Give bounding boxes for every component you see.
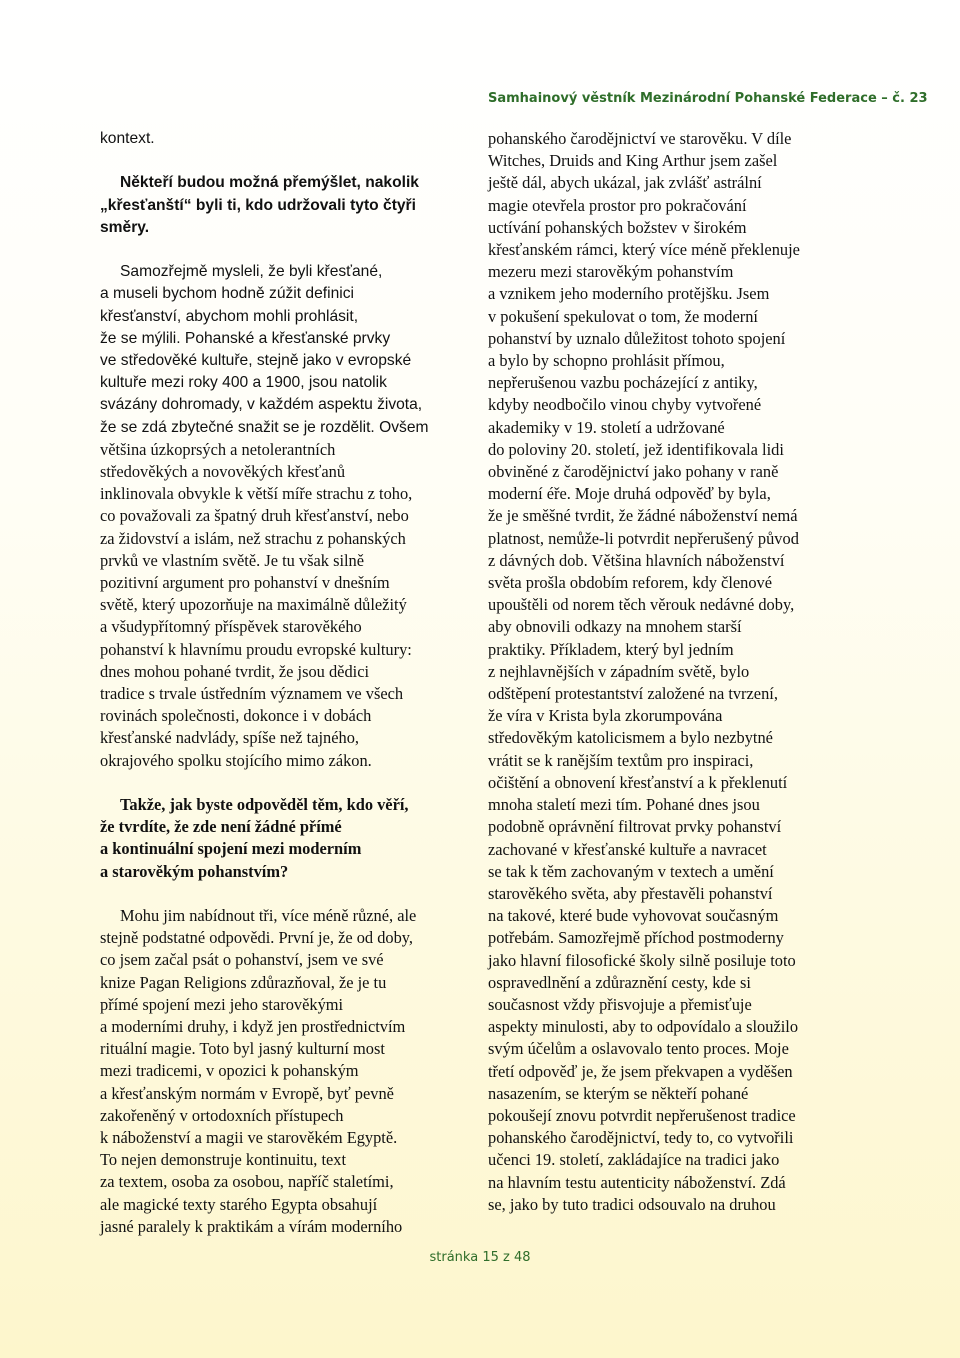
text-line: vrátit se k ranějším textům pro inspiraci, xyxy=(488,750,754,770)
text-line: starověkého světa, aby přestavěli pohanství xyxy=(488,883,773,903)
text-line: že se zdá zbytečné snažit se je rozdělit. Ovšem xyxy=(100,418,429,436)
text-line: pozitivní argument pro pohanství v dnešním xyxy=(100,573,390,593)
text-line: křesťanském rámci, který více méně překlenuje xyxy=(488,240,800,260)
text-line: směry. xyxy=(100,218,150,236)
text-line: jako hlavní filosofické školy silně posiluje toto xyxy=(488,950,796,970)
text-line: svázány dohromady, v každém aspektu života, xyxy=(100,396,423,414)
text-line: světě, který upozorňuje na maximálně důležitý xyxy=(100,595,407,615)
text-line: se, jako by tuto tradici odsouvalo na druhou xyxy=(488,1194,776,1214)
text-line: že tvrdíte, že zde není žádné přímé xyxy=(100,817,342,837)
text-line: středověkým katolicismem a bylo nezbytné xyxy=(488,728,773,748)
text-line: pohanství k hlavnímu proudu evropské kultury: xyxy=(100,639,412,659)
text-line: uctívání pohanských božstev v širokém xyxy=(488,217,747,237)
right-column xyxy=(488,128,863,1216)
text-line: křesťanské nadvlády, spíše než tajného, xyxy=(100,728,360,748)
text-line: aby obnovili odkazy na mnohem starší xyxy=(488,617,742,637)
text-line: k náboženství a magii ve starověkém Egyptě. xyxy=(100,1128,398,1148)
text-line: a všudypřítomný příspěvek starověkého xyxy=(100,617,362,637)
text-line: pohanství by uznalo důležitost tohoto spojení xyxy=(488,328,786,348)
text-line: a kontinuální spojení mezi moderním xyxy=(100,839,362,859)
text-line: zakořeněný v ortodoxních přístupech xyxy=(100,1105,344,1125)
text-line: pokoušejí znovu potvrdit nepřerušenost tradice xyxy=(488,1105,796,1125)
text-line: a vznikem jeho moderního protějšku. Jsem xyxy=(488,284,770,304)
text-line: stejně podstatné odpovědi. První je, že od doby, xyxy=(100,928,414,948)
text-line: že víra v Krista byla zkorumpována xyxy=(488,706,723,726)
text-line: co považovali za špatný druh křesťanství, nebo xyxy=(100,506,409,526)
page-number: stránka 15 z 48 xyxy=(429,1250,531,1265)
paragraph-gap xyxy=(100,150,475,172)
text-line: křesťanství, abychom mohli prohlásit, xyxy=(100,307,359,325)
text-line: mezeru mezi starověkým pohanstvím xyxy=(488,262,734,282)
text-line: a křesťanským normám v Evropě, byť pevně xyxy=(100,1083,394,1103)
text-line: z dávných dob. Většina hlavních náboženství xyxy=(488,550,785,570)
paragraph-gap xyxy=(100,239,475,261)
text-line: současnost vždy přisvojuje a přemisťuje xyxy=(488,994,752,1014)
text-line: za židovství a islám, než strachu z pohanských xyxy=(100,528,406,548)
text-line: do poloviny 20. století, jež identifikovala lidi xyxy=(488,439,784,459)
paragraph-gap xyxy=(100,883,475,905)
text-line: z nejhlavnějších v západním světě, bylo xyxy=(488,661,750,681)
text-line: prvků ve vlastním světě. Je tu však silně xyxy=(100,550,365,570)
text-line: zachované v křesťanské kultuře a navracet xyxy=(488,839,767,859)
text-line: mezi tradicemi, v opozici k pohanským xyxy=(100,1061,359,1081)
text-line: v pokušení spekulovat o tom, že moderní xyxy=(488,306,758,326)
text-line: kdyby neodbočilo vinou chyby vytvořené xyxy=(488,395,762,415)
running-header: Samhainový věstník Mezinárodní Pohanské Federace – č. 23 xyxy=(488,91,928,106)
text-line: aspekty minulosti, aby to odpovídalo a sloužilo xyxy=(488,1017,799,1037)
text-line: že je směšné tvrdit, že žádné náboženství nemá xyxy=(488,506,798,526)
text-line: nepřerušenou vazbu pocházející z antiky, xyxy=(488,373,758,393)
text-line: za textem, osoba za osobou, napříč staletími, xyxy=(100,1172,394,1192)
text-line: a bylo by schopno prohlásit přímou, xyxy=(488,351,725,371)
text-line: třetí odpověď je, že jsem překvapen a vyděšen xyxy=(488,1061,793,1081)
text-line: na takové, které bude vyhovovat současným xyxy=(488,906,779,926)
text-line: knize Pagan Religions zdůrazňoval, že je tu xyxy=(100,972,387,992)
text-line: a museli bychom hodně zúžit definici xyxy=(100,285,354,303)
text-line: moderní éře. Moje druhá odpověď by byla, xyxy=(488,484,771,504)
text-line: a moderními druhy, i když jen prostřednictvím xyxy=(100,1017,406,1037)
text-line: To nejen demonstruje kontinuitu, text xyxy=(100,1150,347,1170)
text-line: praktiky. Příkladem, který byl jedním xyxy=(488,639,734,659)
text-line: kontext. xyxy=(100,130,155,147)
text-line: že se mýlili. Pohanské a křesťanské prvky xyxy=(100,329,391,347)
text-line: ospravedlnění a zdůraznění cesty, kde si xyxy=(488,972,751,992)
text-line: učenci 19. století, zakládajíce na tradici jako xyxy=(488,1150,780,1170)
text-line: se tak k těm zachovaným v textech a umění xyxy=(488,861,774,881)
text-line: platnost, nemůže-li potvrdit nepřerušený původ xyxy=(488,528,799,548)
text-line: středověkých a novověkých křesťanů xyxy=(100,462,346,482)
text-line: světa prošla obdobím reforem, kdy členové xyxy=(488,573,773,593)
text-line: rovinách společnosti, dokonce i v dobách xyxy=(100,706,372,726)
text-line: na hlavním testu autenticity náboženství. Zdá xyxy=(488,1172,786,1192)
text-line: Samozřejmě mysleli, že byli křesťané, xyxy=(120,263,383,281)
text-line: většina úzkoprsých a netolerantních xyxy=(100,439,336,459)
text-line: a starověkým pohanstvím? xyxy=(100,861,289,881)
text-line: „křesťanští“ byli ti, kdo udržovali tyto čtyři xyxy=(100,196,416,214)
paragraph-gap xyxy=(100,772,475,794)
text-line: Někteří budou možná přemýšlet, nakolik xyxy=(120,174,419,192)
text-line: Mohu jim nabídnout tři, více méně různé, ale xyxy=(120,906,417,926)
text-line: přímé spojení mezi jeho starověkými xyxy=(100,994,344,1014)
text-line: dnes mohou pohané tvrdit, že jsou dědici xyxy=(100,661,370,681)
text-line: jasné paralely k praktikám a vírám moderního xyxy=(100,1216,403,1236)
text-line: podobně oprávnění filtrovat prvky pohanství xyxy=(488,817,782,837)
text-line: svým účelům a oslavovalo tento proces. Moje xyxy=(488,1039,789,1059)
text-line: potřebám. Samozřejmě příchod postmoderny xyxy=(488,928,784,948)
text-line: ale magické texty starého Egypta obsahují xyxy=(100,1194,378,1214)
text-line: tradice s trvale ústředním významem ve všech xyxy=(100,684,404,704)
text-line: pohanského čarodějnictví, tedy to, co vytvořili xyxy=(488,1128,794,1148)
text-line: nasazením, se kterým se někteří pohané xyxy=(488,1083,749,1103)
text-line: inklinovala obvykle k větší míře strachu z toho, xyxy=(100,484,413,504)
text-line: očištění a obnovení křesťanství a k překlenutí xyxy=(488,772,788,792)
text-line: upouštěli od norem těch věrouk nedávné doby, xyxy=(488,595,795,615)
text-line: Witches, Druids and King Arthur jsem zašel xyxy=(488,151,778,171)
text-line: akademiky v 19. století a udržované xyxy=(488,417,725,437)
text-line: ještě dál, abych ukázal, jak zvlášť astrální xyxy=(488,173,762,193)
text-line: odštěpení protestantství založené na tvrzení, xyxy=(488,684,778,704)
text-line: co jsem začal psát o pohanství, jsem ve své xyxy=(100,950,384,970)
text-line: Takže, jak byste odpověděl těm, kdo věří, xyxy=(120,795,409,815)
text-line: obviněné z čarodějnictví jako pohany v raně xyxy=(488,462,779,482)
text-line: kultuře mezi roky 400 a 1900, jsou natolik xyxy=(100,374,387,392)
text-line: ve středověké kultuře, stejně jako v evropské xyxy=(100,352,412,369)
text-line: mnoha staletí mezi tím. Pohané dnes jsou xyxy=(488,795,760,815)
text-line: okrajového spolku stojícího mimo zákon. xyxy=(100,750,372,770)
text-line: magie otevřela prostor pro pokračování xyxy=(488,195,747,215)
text-line: rituální magie. Toto byl jasný kulturní most xyxy=(100,1039,385,1059)
left-column xyxy=(100,128,475,1238)
text-line: pohanského čarodějnictví ve starověku. V díle xyxy=(488,129,792,148)
